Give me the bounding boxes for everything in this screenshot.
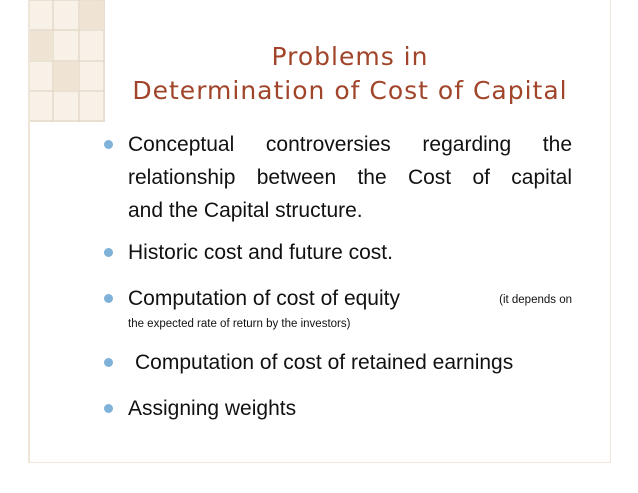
bullet-main-text: Computation of cost of equity [128,287,400,310]
bullet-text: Computation of cost of retained earnings [135,351,514,374]
decorative-grid [29,0,105,122]
bullet-text-line: Conceptual controversies regarding the [128,133,572,156]
bullet-note-line-2: the expected rate of return by the investors) [128,318,351,330]
bullet-note: (it depends on [499,294,572,306]
title-line-1: Problems in [271,42,429,71]
bottom-rule [28,462,611,463]
bullet-text-line: relationship between the Cost of capital [128,166,572,189]
right-rule [610,0,611,462]
slide-title [110,40,590,108]
left-rule [28,0,30,462]
bullet-dot [104,358,113,367]
title-line-2: Determination of Cost of Capital [132,76,568,105]
bullet-dot [104,140,113,149]
bullet-dot [104,294,113,303]
bullet-text: Historic cost and future cost. [128,241,393,264]
bullet-dot [104,248,113,257]
bullet-dot [104,404,113,413]
bullet-text [128,282,572,315]
bullet-text-line: and the Capital structure. [128,199,363,222]
bullet-text: Assigning weights [128,397,297,420]
